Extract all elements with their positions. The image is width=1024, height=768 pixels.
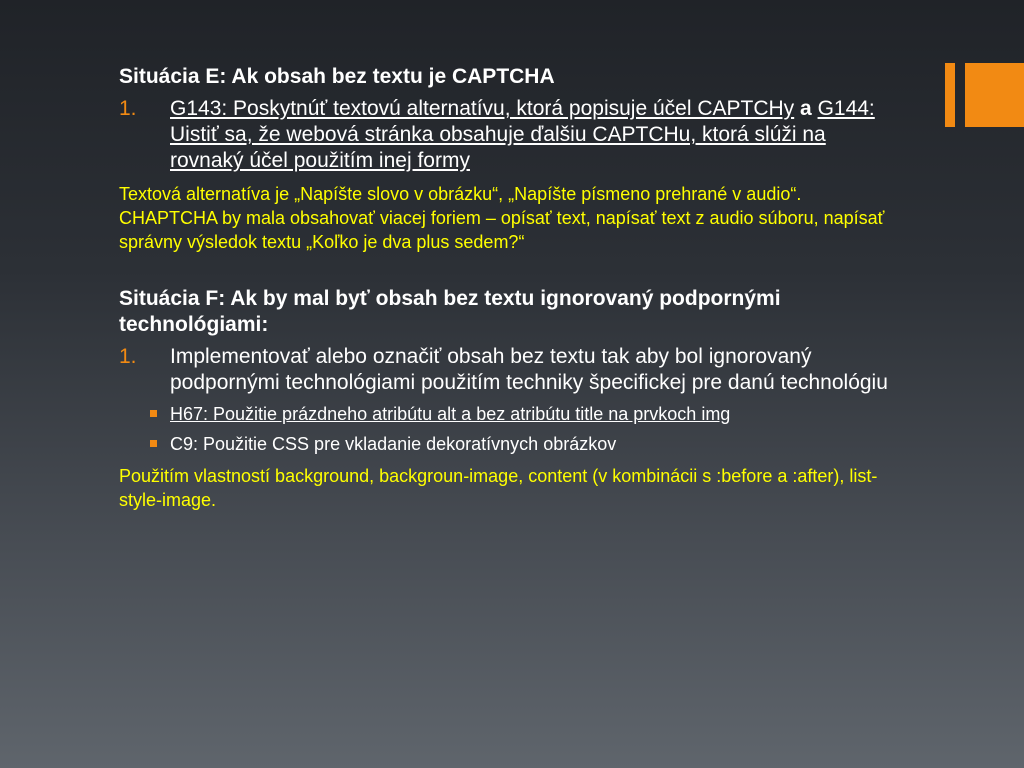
- subitem-text: C9: Použitie CSS pre vkladanie dekoratívnych obrázkov: [170, 434, 617, 454]
- accent-bar-thick: [965, 63, 1024, 127]
- section-f-subitem-c9: [119, 432, 889, 456]
- section-spacer: [119, 254, 889, 286]
- section-f-heading: Situácia F: Ak by mal byť obsah bez textu ignorovaný podpornými technológiami:: [119, 287, 781, 336]
- item-number: 1.: [119, 345, 137, 368]
- section-f-item-1: [119, 344, 889, 396]
- g143-link[interactable]: G143: Poskytnúť textovú alternatívu, ktorá popisuje účel CAPTCHy: [170, 97, 795, 120]
- section-f-subitem-h67: [119, 402, 889, 426]
- subitem-text: [170, 402, 889, 426]
- section-f-note: Použitím vlastností background, backgroun-image, content (v kombinácii s :before a :after), list-style-image.: [119, 466, 878, 510]
- item-text: [170, 96, 889, 174]
- square-bullet-icon: [147, 402, 170, 426]
- h67-link[interactable]: H67: Použitie prázdneho atribútu alt a bez atribútu title na prvkoch img: [170, 404, 731, 424]
- square-bullet-icon: [147, 432, 170, 456]
- section-e-heading: Situácia E: Ak obsah bez textu je CAPTCHA: [119, 65, 555, 88]
- section-e-item-1: [119, 96, 889, 174]
- section-e-note: Textová alternatíva je „Napíšte slovo v obrázku“, „Napíšte písmeno prehrané v audio“. CHAPTCHA by mala obsahovať viacej foriem – opísať text, napísať text z audio súboru, napísať správny výsledok textu „Koľko je dva plus sedem?“: [119, 184, 885, 252]
- accent-bar-thin: [945, 63, 955, 127]
- g144-link[interactable]: G144: Uistiť sa, že webová stránka obsahuje ďalšiu CAPTCHu, ktorá slúži na rovnaký účel použitím inej formy: [170, 97, 875, 172]
- slide-content: [119, 64, 889, 512]
- item-number: 1.: [119, 97, 137, 120]
- conjunction-text: a: [800, 97, 812, 120]
- item-text: Implementovať alebo označiť obsah bez textu tak aby bol ignorovaný podpornými technológiami použitím techniky špecifickej pre danú technológiu: [170, 345, 888, 394]
